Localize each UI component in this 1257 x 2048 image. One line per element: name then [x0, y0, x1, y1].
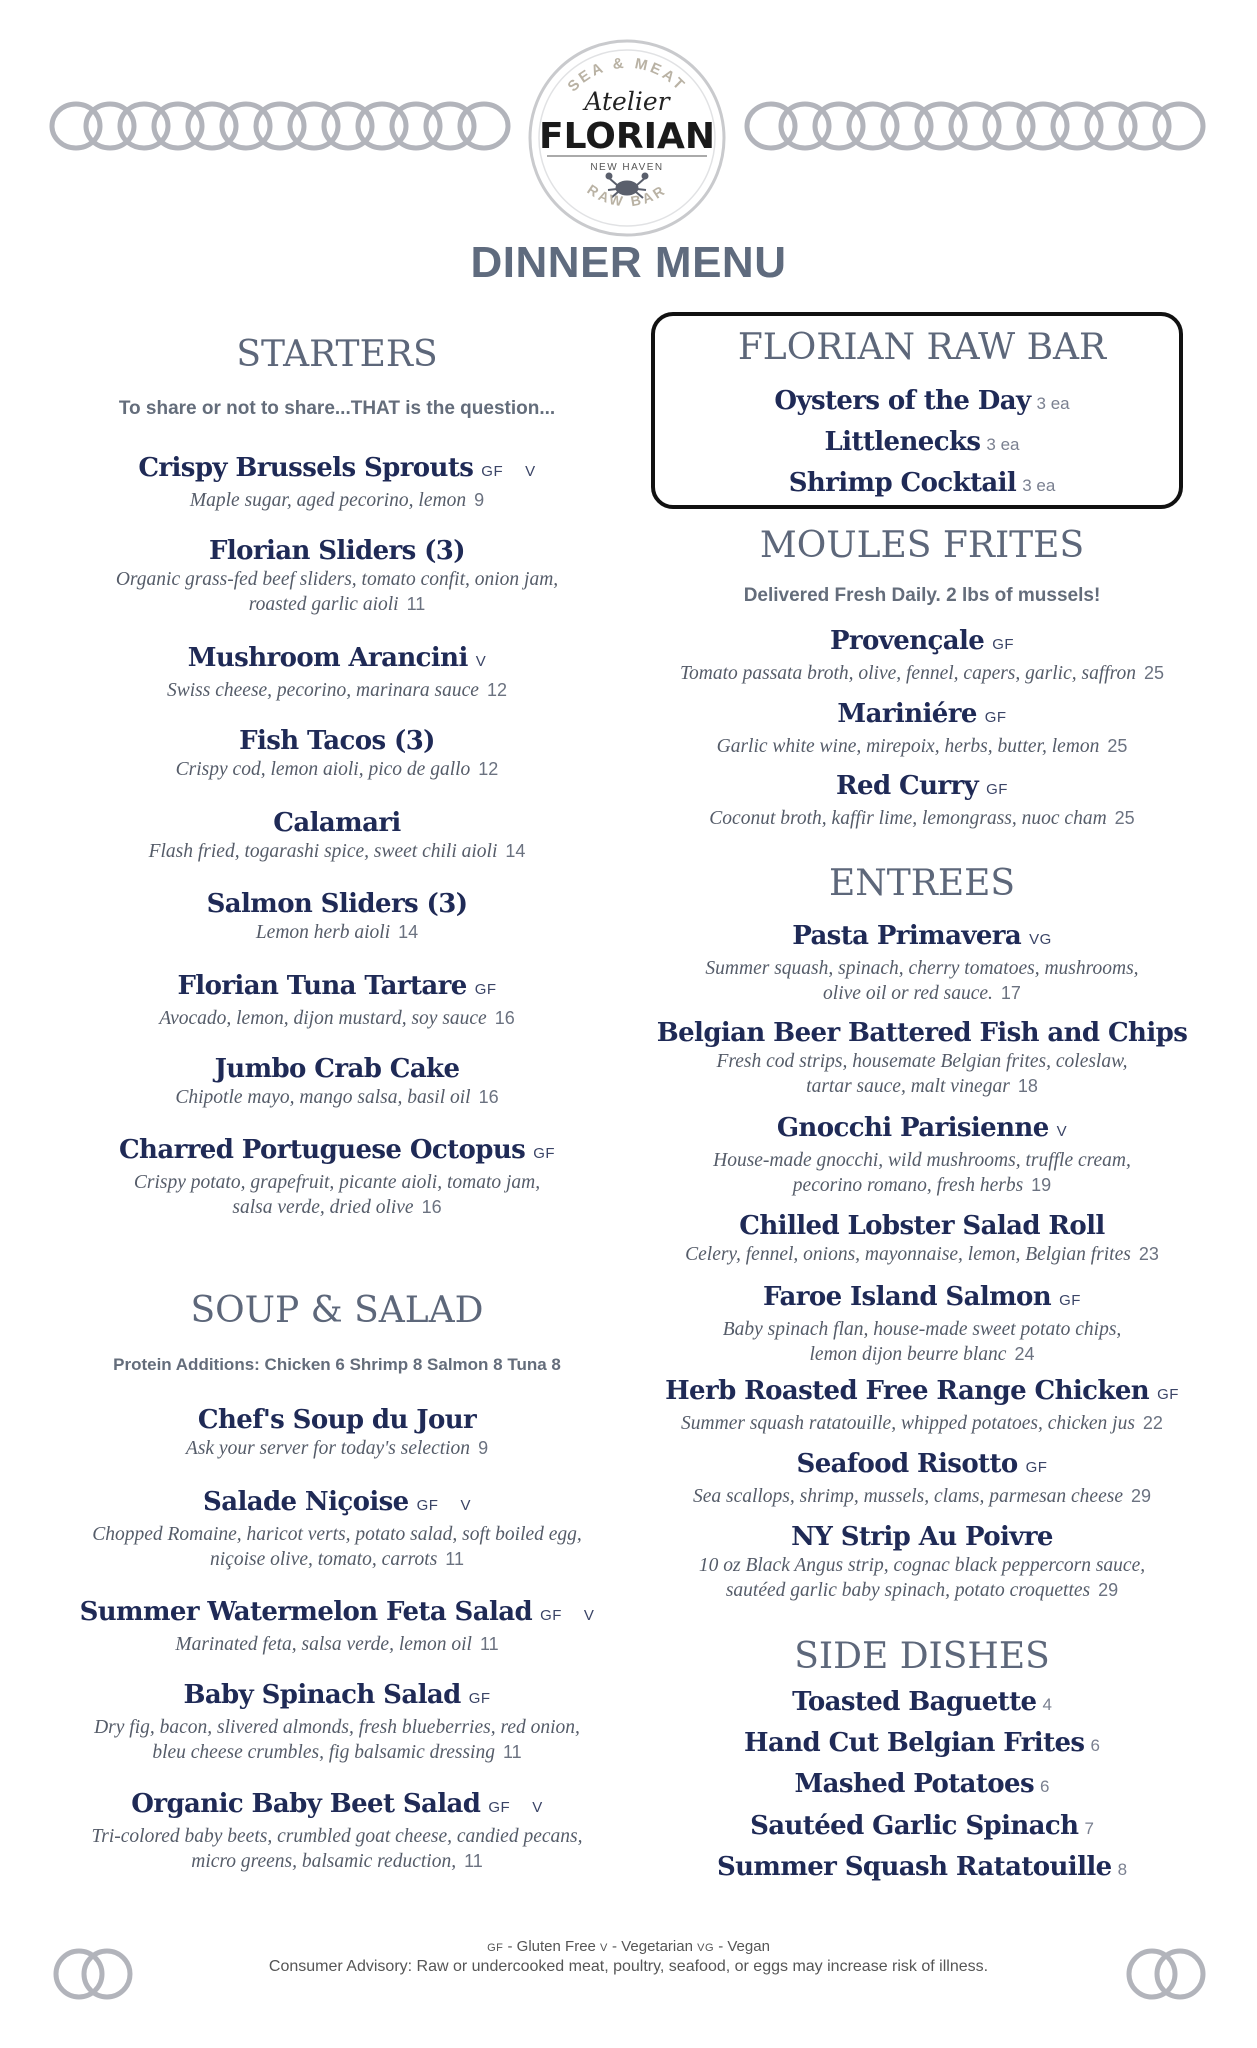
description-line: Chopped Romaine, haricot verts, potato salad, soft boiled egg,: [92, 1524, 582, 1545]
dish-description: [42, 1522, 632, 1547]
dish-name: Red Curry: [836, 771, 979, 801]
side-dish-name: Hand Cut Belgian Frites: [744, 1728, 1085, 1758]
dish-name: Pasta Primavera: [792, 921, 1022, 951]
dish-description: [42, 1085, 632, 1110]
description-line: Tri-colored baby beets, crumbled goat cheese, candied pecans,: [91, 1826, 583, 1847]
dish-description: [42, 1849, 632, 1874]
side-dish-name: Sautéed Garlic Spinach: [750, 1811, 1079, 1841]
entree-item-name: [652, 1017, 1192, 1049]
dish-price: 16: [421, 1197, 442, 1217]
moules-item: [652, 625, 1192, 686]
raw-bar-title: FLORIAN RAW BAR: [737, 327, 1107, 368]
entree-item-name: [652, 1375, 1192, 1411]
entrees-title: ENTREES: [828, 863, 1016, 904]
dish-description: [652, 1553, 1192, 1578]
dish-price: 11: [445, 1549, 464, 1569]
dish-description: [652, 661, 1192, 686]
description-line: Celery, fennel, onions, mayonnaise, lemon, Belgian frites: [685, 1244, 1131, 1265]
starter-item-name: [42, 888, 632, 920]
diet-legend: [0, 1938, 1257, 1957]
logo-arc-bottom: RAW BAR: [584, 181, 670, 210]
dish-price: 12: [478, 759, 499, 779]
diet-tag: VG: [1029, 931, 1052, 948]
diet-tag: GF: [984, 709, 1007, 726]
description-line: Baby spinach flan, house-made sweet potato chips,: [722, 1319, 1122, 1340]
dish-description: [652, 1148, 1192, 1173]
description-line: lemon dijon beurre blanc: [809, 1344, 1007, 1365]
raw-bar-name: Littlenecks: [824, 427, 981, 457]
dish-description: [42, 488, 632, 513]
dish-price: 29: [1098, 1580, 1119, 1600]
description-line: Coconut broth, kaffir lime, lemongrass, nuoc cham: [709, 808, 1107, 829]
entree-item-name: [652, 1210, 1192, 1242]
dish-description: [42, 839, 632, 864]
diet-tag: GF: [986, 781, 1008, 798]
dish-name: Jumbo Crab Cake: [214, 1054, 460, 1084]
starter-item: [42, 1134, 632, 1220]
entree-item: [652, 1448, 1192, 1509]
entree-item: [652, 1521, 1192, 1603]
dish-name: Mushroom Arancini: [187, 643, 468, 673]
starter-item-name: [42, 452, 632, 488]
dish-description: [652, 1173, 1192, 1198]
starter-item-name: [42, 725, 632, 757]
dish-name: Organic Baby Beet Salad: [131, 1789, 481, 1819]
diet-tag: V: [525, 463, 536, 480]
dish-price: 25: [1107, 736, 1128, 756]
dish-name: Crispy Brussels Sprouts: [138, 453, 474, 483]
dish-price: 14: [398, 922, 419, 942]
dish-price: 14: [505, 841, 526, 861]
dish-description: [42, 592, 632, 617]
diet-tag: GF: [1157, 1386, 1179, 1403]
raw-bar-price: 3 ea: [986, 435, 1020, 454]
diet-tag: V: [475, 653, 487, 670]
side-dish-name: Mashed Potatoes: [794, 1769, 1035, 1799]
description-line: Crispy potato, grapefruit, picante aioli, tomato jam,: [133, 1172, 541, 1193]
description-line: Lemon herb aioli: [255, 922, 391, 943]
sides-title: SIDE DISHES: [794, 1636, 1050, 1677]
soup-salad-item: [42, 1596, 632, 1657]
dish-price: 25: [1144, 663, 1165, 683]
dish-description: [652, 981, 1192, 1006]
soup-salad-item: [42, 1788, 632, 1874]
dish-price: 29: [1131, 1486, 1152, 1506]
starter-item-name: [42, 642, 632, 678]
moules-title: MOULES FRITES: [759, 525, 1085, 566]
entree-item-name: [652, 1112, 1192, 1148]
description-line: 10 oz Black Angus strip, cognac black peppercorn sauce,: [698, 1555, 1146, 1576]
description-line: Flash fried, togarashi spice, sweet chili aioli: [148, 841, 498, 862]
dish-description: [652, 956, 1192, 981]
starter-item: [42, 535, 632, 617]
starter-item-name: [42, 1053, 632, 1085]
diet-tag: GF: [533, 1145, 556, 1162]
description-line: bleu cheese crumbles, fig balsamic dressing: [152, 1742, 495, 1763]
side-dish-name: Summer Squash Ratatouille: [716, 1852, 1112, 1882]
dish-description: [42, 1824, 632, 1849]
description-line: Summer squash, spinach, cherry tomatoes, mushrooms,: [705, 958, 1139, 979]
side-dish-price: 8: [1117, 1860, 1128, 1879]
dish-price: 18: [1017, 1076, 1038, 1096]
description-line: sautéed garlic baby spinach, potato croquettes: [725, 1580, 1091, 1601]
legend-label-v: - Vegetarian: [607, 1938, 698, 1955]
dish-name: NY Strip Au Poivre: [791, 1522, 1053, 1552]
description-line: Organic grass-fed beef sliders, tomato confit, onion jam,: [115, 569, 559, 590]
dish-price: 16: [494, 1008, 515, 1028]
starter-item-name: [42, 1134, 632, 1170]
soup-salad-item-name: [42, 1788, 632, 1824]
dish-description: [42, 1715, 632, 1740]
moules-item-name: [652, 698, 1192, 734]
dish-name: Belgian Beer Battered Fish and Chips: [656, 1018, 1188, 1048]
entree-item: [652, 920, 1192, 1006]
dish-description: [42, 1170, 632, 1195]
starter-item-name: [42, 535, 632, 567]
dish-name: Herb Roasted Free Range Chicken: [665, 1376, 1150, 1406]
left-column: [42, 0, 632, 2048]
description-line: Marinated feta, salsa verde, lemon oil: [175, 1634, 472, 1655]
side-dish-price: 7: [1084, 1819, 1094, 1838]
legend-key-gf: GF: [487, 1942, 504, 1954]
dish-name: Chilled Lobster Salad Roll: [739, 1211, 1105, 1241]
description-line: Ask your server for today's selection: [185, 1438, 471, 1459]
moules-item-name: [652, 625, 1192, 661]
footer: [0, 1938, 1257, 1977]
moules-item-name: [652, 770, 1192, 806]
starters-title: STARTERS: [236, 334, 438, 375]
dish-name: Gnocchi Parisienne: [776, 1113, 1049, 1143]
dish-price: 11: [502, 1742, 522, 1762]
raw-bar-price: 3 ea: [1036, 394, 1070, 413]
soup-salad-item: [42, 1486, 632, 1572]
entree-item: [652, 1112, 1192, 1198]
description-line: roasted garlic aioli: [248, 594, 399, 615]
soup-salad-item-name: [42, 1679, 632, 1715]
legend-label-vg: - Vegan: [714, 1938, 770, 1955]
soup-salad-item: [42, 1679, 632, 1765]
dish-description: [42, 678, 632, 703]
soup-salad-item-name: [42, 1486, 632, 1522]
entree-item: [652, 1281, 1192, 1367]
starter-item: [42, 807, 632, 864]
description-line: Garlic white wine, mirepoix, herbs, butter, lemon: [716, 736, 1100, 757]
description-line: Summer squash ratatouille, whipped potatoes, chicken jus: [681, 1413, 1135, 1434]
dish-description: [652, 1484, 1192, 1509]
diet-tag: GF: [1059, 1292, 1081, 1309]
dish-price: 23: [1138, 1244, 1159, 1264]
description-line: Maple sugar, aged pecorino, lemon: [189, 490, 467, 511]
entree-item-name: [652, 920, 1192, 956]
dish-description: [652, 1317, 1192, 1342]
description-line: Swiss cheese, pecorino, marinara sauce: [167, 680, 479, 701]
dish-description: [42, 1436, 632, 1461]
soup-salad-item: [42, 1404, 632, 1461]
description-line: micro greens, balsamic reduction,: [191, 1851, 457, 1872]
entree-item-name: [652, 1281, 1192, 1317]
entree-item: [652, 1210, 1192, 1267]
soup-salad-item-name: [42, 1596, 632, 1632]
starter-item-name: [42, 807, 632, 839]
soup-salad-title: SOUP & SALAD: [190, 1290, 484, 1331]
diet-tag: GF: [416, 1497, 439, 1514]
dish-description: [652, 1411, 1192, 1436]
dish-price: 25: [1114, 808, 1135, 828]
dish-description: [42, 567, 632, 592]
description-line: Fresh cod strips, housemate Belgian frites, coleslaw,: [716, 1051, 1128, 1072]
dish-name: Salade Niçoise: [203, 1487, 409, 1517]
dish-price: 9: [478, 1438, 489, 1458]
dish-description: [652, 1074, 1192, 1099]
starter-item: [42, 725, 632, 782]
legend-key-v: V: [600, 1942, 608, 1954]
logo-name: FLORIAN: [539, 116, 715, 157]
starter-item: [42, 888, 632, 945]
raw-bar-price: 3 ea: [1022, 476, 1056, 495]
description-line: Sea scallops, shrimp, mussels, clams, parmesan cheese: [692, 1486, 1123, 1507]
dish-name: Florian Sliders (3): [209, 536, 465, 566]
description-line: olive oil or red sauce.: [823, 983, 993, 1004]
dish-description: [652, 1242, 1192, 1267]
dish-name: Provençale: [829, 626, 985, 656]
description-line: House-made gnocchi, wild mushrooms, truffle cream,: [713, 1150, 1131, 1171]
dish-price: 11: [406, 594, 426, 614]
consumer-advisory: Consumer Advisory: Raw or undercooked meat, poultry, seafood, or eggs may increase risk of illness.: [268, 1958, 989, 1975]
dish-price: 17: [1000, 983, 1021, 1003]
diet-tag: V: [460, 1497, 471, 1514]
description-line: Tomato passata broth, olive, fennel, capers, garlic, saffron: [679, 663, 1137, 684]
diet-tag: GF: [468, 1690, 491, 1707]
description-line: Avocado, lemon, dijon mustard, soy sauce: [159, 1008, 487, 1029]
raw-bar-item: [652, 385, 1192, 420]
dish-description: [652, 734, 1192, 759]
dish-name: Mariniére: [837, 699, 977, 729]
dish-name: Chef's Soup du Jour: [197, 1405, 477, 1435]
side-dish-item: [652, 1810, 1192, 1845]
dish-name: Charred Portuguese Octopus: [118, 1135, 526, 1165]
dish-description: [42, 1740, 632, 1765]
logo-city: NEW HAVEN: [590, 162, 664, 173]
dish-description: [652, 1578, 1192, 1603]
dish-description: [42, 1632, 632, 1657]
side-dish-item: [652, 1686, 1192, 1721]
side-dish-name: Toasted Baguette: [792, 1687, 1037, 1717]
legend-label-gf: - Gluten Free: [503, 1938, 601, 1955]
diet-tag: V: [583, 1607, 595, 1624]
dish-price: 22: [1142, 1413, 1163, 1433]
dish-description: [652, 806, 1192, 831]
dish-description: [42, 757, 632, 782]
raw-bar-name: Oysters of the Day: [774, 386, 1031, 416]
raw-bar-item: [652, 426, 1192, 461]
diet-tag: GF: [481, 463, 504, 480]
right-column: [652, 0, 1192, 2048]
entree-item-name: [652, 1448, 1192, 1484]
dish-name: Seafood Risotto: [796, 1449, 1018, 1479]
dish-name: Summer Watermelon Feta Salad: [79, 1597, 533, 1627]
logo-arc-top: SEA & MEAT: [564, 54, 690, 96]
starter-item-name: [42, 970, 632, 1006]
description-line: Dry fig, bacon, slivered almonds, fresh blueberries, red onion,: [94, 1717, 580, 1738]
diet-tag: GF: [474, 981, 497, 998]
dish-name: Faroe Island Salmon: [763, 1282, 1052, 1312]
soup-salad-subtitle: Protein Additions: Chicken 6 Shrimp 8 Salmon 8 Tuna 8: [113, 1355, 561, 1374]
diet-tag: GF: [992, 636, 1015, 653]
dish-price: 9: [474, 490, 485, 510]
description-line: tartar sauce, malt vinegar: [806, 1076, 1010, 1097]
side-dish-price: 4: [1042, 1695, 1052, 1714]
diet-tag: GF: [1025, 1459, 1048, 1476]
dish-description: [42, 1195, 632, 1220]
side-dish-price: 6: [1040, 1777, 1050, 1796]
dish-name: Calamari: [273, 808, 401, 838]
dish-price: 16: [478, 1087, 499, 1107]
diet-tag: V: [532, 1799, 543, 1816]
page-title: DINNER MENU: [470, 238, 787, 287]
soup-salad-item-name: [42, 1404, 632, 1436]
dish-name: Fish Tacos (3): [239, 726, 435, 756]
side-dish-item: [652, 1727, 1192, 1762]
dish-price: 19: [1031, 1175, 1052, 1195]
dish-name: Florian Tuna Tartare: [177, 971, 467, 1001]
description-line: pecorino romano, fresh herbs: [792, 1175, 1024, 1196]
starter-item: [42, 452, 632, 513]
dish-name: Baby Spinach Salad: [183, 1680, 461, 1710]
diet-tag: GF: [488, 1799, 511, 1816]
dish-price: 11: [479, 1634, 499, 1654]
starter-item: [42, 1053, 632, 1110]
entree-item-name: [652, 1521, 1192, 1553]
starter-item: [42, 970, 632, 1031]
raw-bar-item: [652, 467, 1192, 502]
side-dish-item: [652, 1768, 1192, 1803]
dish-name: Salmon Sliders (3): [206, 889, 468, 919]
moules-item: [652, 770, 1192, 831]
description-line: Chipotle mayo, mango salsa, basil oil: [175, 1087, 471, 1108]
description-line: Crispy cod, lemon aioli, pico de gallo: [175, 759, 471, 780]
dish-description: [652, 1342, 1192, 1367]
dish-price: 11: [464, 1851, 483, 1871]
logo-script: Atelier: [584, 87, 670, 116]
description-line: salsa verde, dried olive: [232, 1197, 414, 1218]
side-dish-price: 6: [1090, 1736, 1100, 1755]
starters-subtitle: To share or not to share...THAT is the question...: [118, 398, 556, 419]
moules-subtitle: Delivered Fresh Daily. 2 lbs of mussels!: [743, 585, 1101, 606]
moules-item: [652, 698, 1192, 759]
dish-price: 12: [486, 680, 507, 700]
legend-key-vg: VG: [697, 1942, 715, 1954]
dish-description: [652, 1049, 1192, 1074]
diet-tag: GF: [540, 1607, 562, 1624]
entree-item: [652, 1375, 1192, 1436]
side-dish-item: [652, 1851, 1192, 1886]
starter-item: [42, 642, 632, 703]
dish-description: [42, 1547, 632, 1572]
raw-bar-name: Shrimp Cocktail: [788, 468, 1017, 498]
dish-price: 24: [1014, 1344, 1035, 1364]
entree-item: [652, 1017, 1192, 1099]
dish-description: [42, 1006, 632, 1031]
diet-tag: V: [1056, 1123, 1068, 1140]
dish-description: [42, 920, 632, 945]
description-line: niçoise olive, tomato, carrots: [210, 1549, 438, 1570]
